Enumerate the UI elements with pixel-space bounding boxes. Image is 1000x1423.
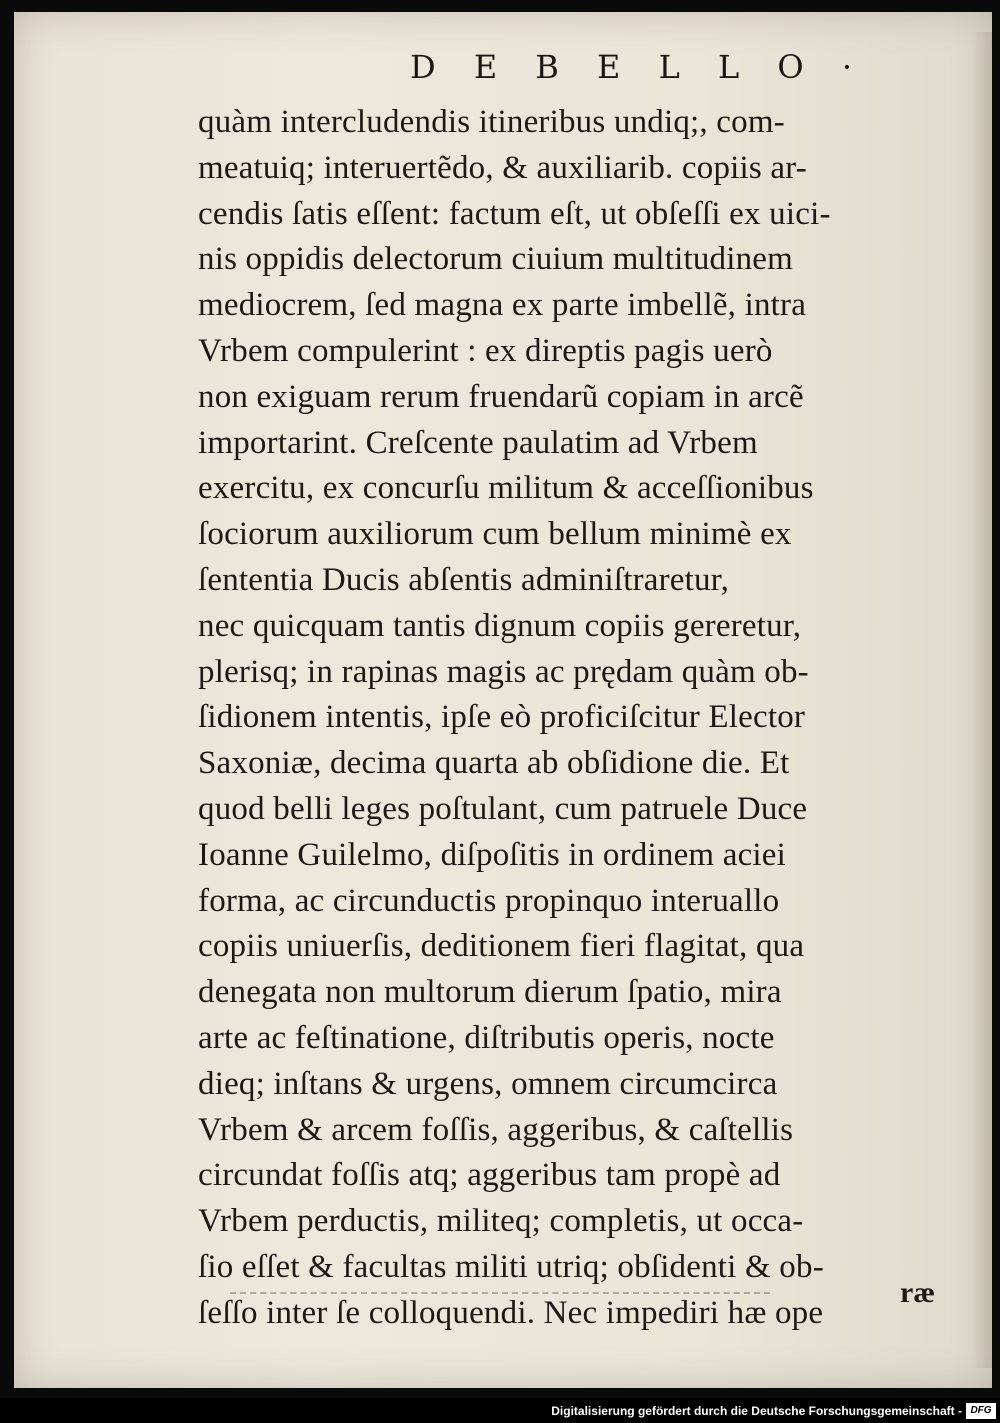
text-line: ſidionem intentis, ipſe eò proficiſcitur Elector [198,699,806,736]
text-line: cendis ſatis eſſent: factum eſt, ut obſeſſi ex uici- [198,195,831,232]
page-edge-shadow [970,32,992,1368]
catchword: ræ [900,1276,935,1309]
text-line: denegata non multorum dierum ſpatio, mira [198,974,782,1011]
text-line: Vrbem compulerint : ex direptis pagis uerò [198,332,773,369]
text-line: quàm intercludendis itineribus undiq;, com- [198,104,785,140]
text-line: plerisq; in rapinas magis ac prędam quàm ob- [198,653,809,690]
text-line: ſociorum auxiliorum cum bellum minimè ex [198,516,792,553]
text-line: ſeſſo inter ſe colloquendi. Nec impediri hæ ope [198,1294,824,1331]
text-line: nec quicquam tantis dignum copiis gereretur, [198,607,802,644]
dfg-logo-icon: DFG [966,1403,996,1419]
text-line: dieq; inſtans & urgens, omnem circumcirca [198,1065,778,1102]
text-line: circundat foſſis atq; aggeribus tam propè ad [198,1157,781,1194]
text-line: nis oppidis delectorum ciuium multitudinem [198,241,794,278]
text-line: Saxoniæ, decima quarta ab obſidione die. Et [198,745,790,782]
text-line: Ioanne Guilelmo, diſpoſitis in ordinem aciei [198,836,787,873]
text-line: ſio eſſet & facultas militi utriq; obſidenti & ob- [198,1248,824,1285]
digitization-credit: Digitalisierung gefördert durch die Deutsche Forschungsgemeinschaft - [551,1404,962,1418]
text-line: non exiguam rerum fruendarũ copiam in arcẽ [198,378,804,415]
text-line: Vrbem perductis, militeq; completis, ut occa- [198,1203,804,1240]
running-head: D E B E L L O · [410,48,866,86]
text-line: arte ac feſtinatione, diſtributis operis, nocte [198,1019,775,1056]
text-line: exercitu, ex concurſu militum & acceſſionibus [198,470,814,507]
text-line: quod belli leges poſtulant, cum patruele Duce [198,790,808,827]
text-line: Vrbem & arcem foſſis, aggeribus, & caſtellis [198,1111,794,1148]
bottom-smudge-rule [230,1292,770,1294]
text-line: copiis uniuerſis, deditionem fieri flagitat, qua [198,928,805,965]
text-line: meatuiq; interuertẽdo, & auxiliarib. copiis ar- [198,149,807,186]
text-block [198,100,958,1337]
text-line: forma, ac circunductis propinquo interuallo [198,882,780,919]
text-line: importarint. Creſcente paulatim ad Vrbem [198,424,758,461]
text-line: ſententia Ducis abſentis adminiſtraretur, [198,561,730,598]
text-line: mediocrem, ſed magna ex parte imbellẽ, intra [198,287,807,324]
